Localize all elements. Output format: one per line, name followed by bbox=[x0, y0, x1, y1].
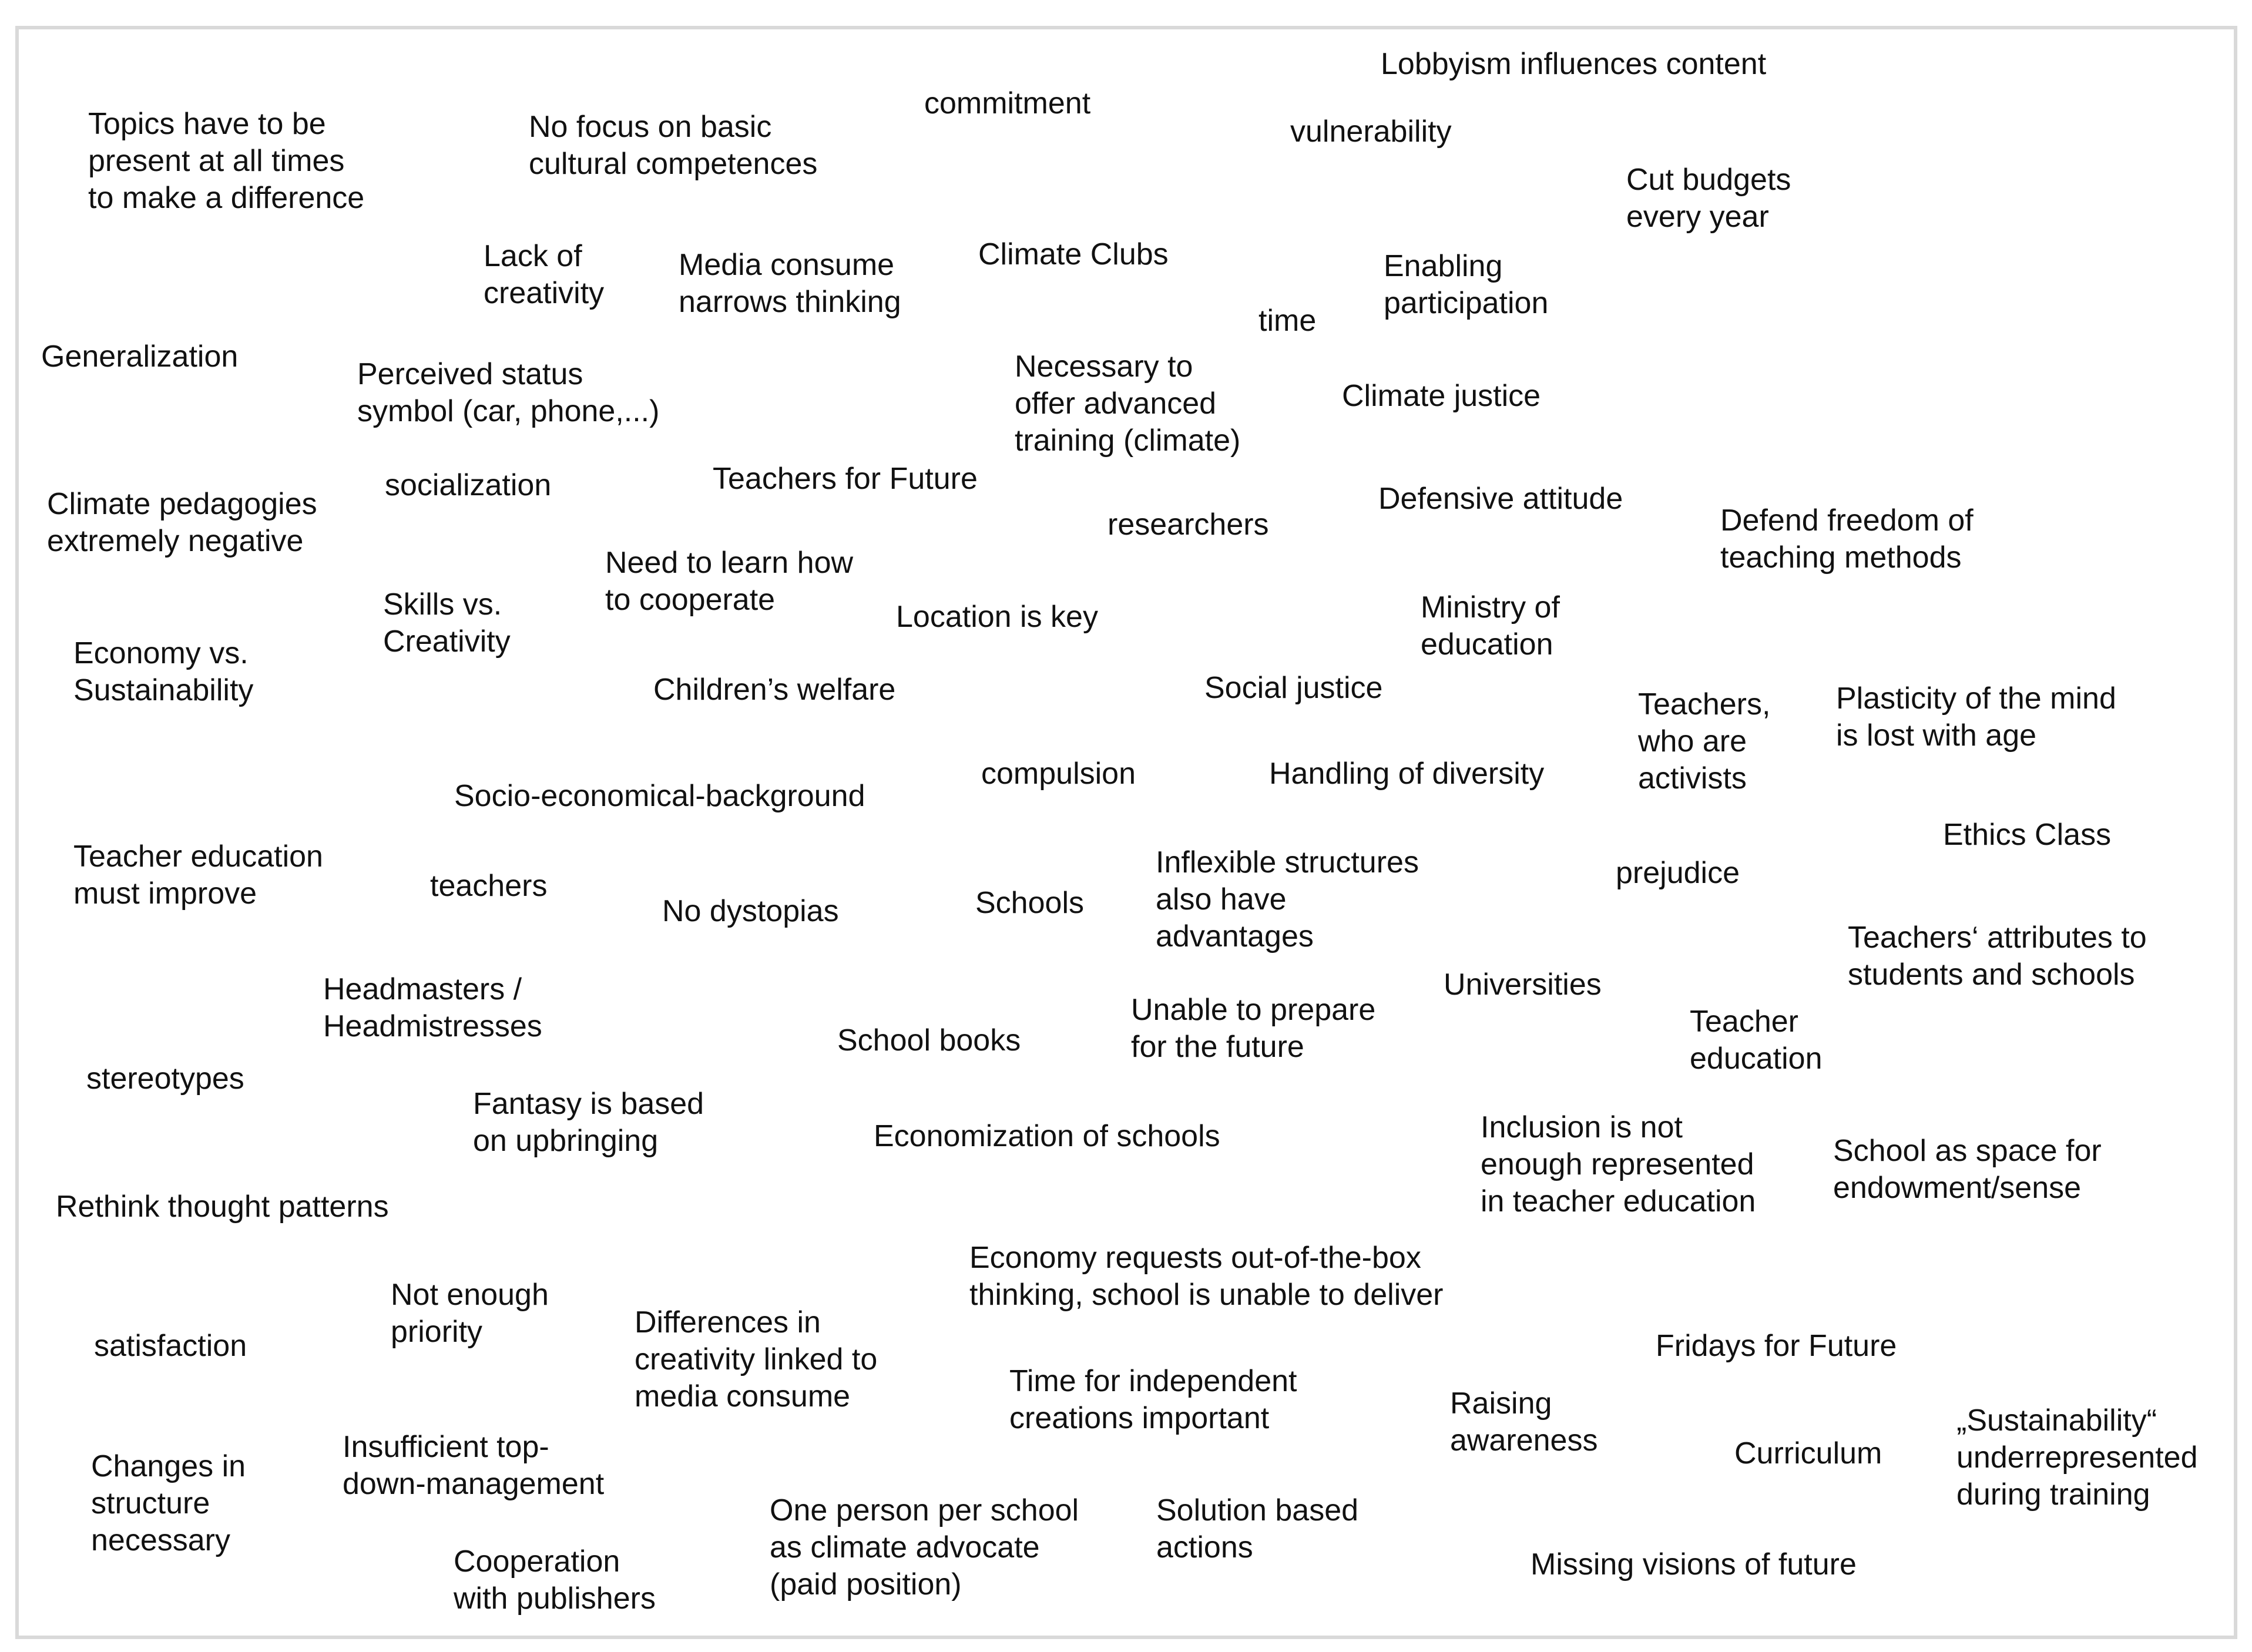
term-economization-schools: Economization of schools bbox=[874, 1119, 1220, 1153]
term-rethink-patterns: Rethink thought patterns bbox=[56, 1190, 389, 1224]
term-teachers: teachers bbox=[430, 869, 548, 903]
term-defensive-attitude: Defensive attitude bbox=[1378, 482, 1623, 516]
term-insufficient-management: Insufficient top- down-management bbox=[343, 1430, 605, 1501]
term-solution-based: Solution based actions bbox=[1156, 1493, 1359, 1564]
term-curriculum: Curriculum bbox=[1734, 1436, 1882, 1470]
term-teacher-education: Teacher education bbox=[1690, 1005, 1823, 1076]
term-one-person-advocate: One person per school as climate advocate (paid position) bbox=[770, 1493, 1079, 1601]
term-teachers-attributes: Teachers‘ attributes to students and schools bbox=[1848, 921, 2147, 992]
term-changes-structure: Changes in structure necessary bbox=[91, 1449, 246, 1557]
term-not-enough-priority: Not enough priority bbox=[391, 1278, 549, 1349]
term-topics-present: Topics have to be present at all times to make a difference bbox=[88, 107, 365, 215]
term-prejudice: prejudice bbox=[1616, 856, 1740, 890]
term-raising-awareness: Raising awareness bbox=[1450, 1386, 1598, 1458]
term-socialization: socialization bbox=[385, 468, 552, 502]
term-lack-creativity: Lack of creativity bbox=[484, 239, 605, 310]
term-compulsion: compulsion bbox=[981, 757, 1136, 791]
term-fridays-for-future: Fridays for Future bbox=[1656, 1329, 1897, 1363]
term-economy-requests: Economy requests out-of-the-box thinking, school is unable to deliver bbox=[969, 1241, 1444, 1312]
term-fantasy-upbringing: Fantasy is based on upbringing bbox=[473, 1087, 704, 1158]
term-ethics-class: Ethics Class bbox=[1943, 818, 2112, 852]
term-inclusion-not-enough: Inclusion is not enough represented in teacher education bbox=[1481, 1110, 1756, 1218]
term-perceived-status: Perceived status symbol (car, phone,...) bbox=[357, 357, 660, 428]
term-skills-creativity: Skills vs. Creativity bbox=[383, 587, 511, 659]
term-universities: Universities bbox=[1444, 968, 1602, 1002]
term-climate-pedagogies: Climate pedagogies extremely negative bbox=[47, 487, 317, 558]
term-climate-clubs: Climate Clubs bbox=[978, 237, 1169, 271]
term-handling-diversity: Handling of diversity bbox=[1269, 757, 1545, 791]
term-unable-prepare: Unable to prepare for the future bbox=[1131, 993, 1376, 1064]
term-generalization: Generalization bbox=[41, 340, 239, 374]
term-no-focus-cultural: No focus on basic cultural competences bbox=[529, 110, 818, 181]
term-no-dystopias: No dystopias bbox=[662, 894, 839, 928]
term-inflexible-structures: Inflexible structures also have advantages bbox=[1156, 845, 1419, 953]
term-time-independent: Time for independent creations important bbox=[1009, 1364, 1297, 1435]
term-school-space-endowment: School as space for endowment/sense bbox=[1833, 1134, 2102, 1205]
term-advanced-training: Necessary to offer advanced training (climate) bbox=[1015, 350, 1241, 458]
term-sustainability-underrepresented: „Sustainability“ underrepresented during training bbox=[1956, 1403, 2198, 1512]
term-headmasters: Headmasters / Headmistresses bbox=[323, 972, 542, 1043]
term-enabling-participation: Enabling participation bbox=[1384, 249, 1549, 320]
term-location-key: Location is key bbox=[896, 600, 1098, 634]
term-satisfaction: satisfaction bbox=[94, 1329, 247, 1363]
term-economy-sustainability: Economy vs. Sustainability bbox=[73, 636, 254, 707]
term-schools: Schools bbox=[975, 886, 1084, 920]
term-cooperation-publishers: Cooperation with publishers bbox=[454, 1544, 656, 1616]
term-differences-creativity: Differences in creativity linked to media consume bbox=[635, 1305, 878, 1413]
term-commitment: commitment bbox=[924, 86, 1091, 120]
term-time: time bbox=[1258, 304, 1317, 338]
term-missing-visions: Missing visions of future bbox=[1531, 1547, 1857, 1582]
term-school-books: School books bbox=[837, 1023, 1021, 1057]
term-defend-freedom: Defend freedom of teaching methods bbox=[1720, 503, 1974, 575]
term-plasticity-mind: Plasticity of the mind is lost with age bbox=[1836, 681, 2116, 753]
term-lobbyism: Lobbyism influences content bbox=[1381, 47, 1767, 81]
term-media-consume: Media consume narrows thinking bbox=[679, 248, 901, 319]
term-teacher-education-improve: Teacher education must improve bbox=[73, 840, 323, 911]
term-learn-cooperate: Need to learn how to cooperate bbox=[605, 546, 854, 617]
term-teachers-activists: Teachers, who are activists bbox=[1638, 687, 1771, 795]
term-ministry-education: Ministry of education bbox=[1421, 590, 1560, 662]
term-childrens-welfare: Children’s welfare bbox=[653, 673, 896, 707]
term-cut-budgets: Cut budgets every year bbox=[1626, 163, 1791, 234]
term-vulnerability: vulnerability bbox=[1290, 115, 1452, 149]
term-socio-economical: Socio-economical-background bbox=[454, 779, 865, 813]
term-researchers: researchers bbox=[1107, 508, 1269, 542]
term-climate-justice: Climate justice bbox=[1342, 379, 1541, 413]
term-stereotypes: stereotypes bbox=[86, 1062, 244, 1096]
term-teachers-for-future: Teachers for Future bbox=[713, 462, 978, 496]
term-social-justice: Social justice bbox=[1204, 671, 1383, 705]
